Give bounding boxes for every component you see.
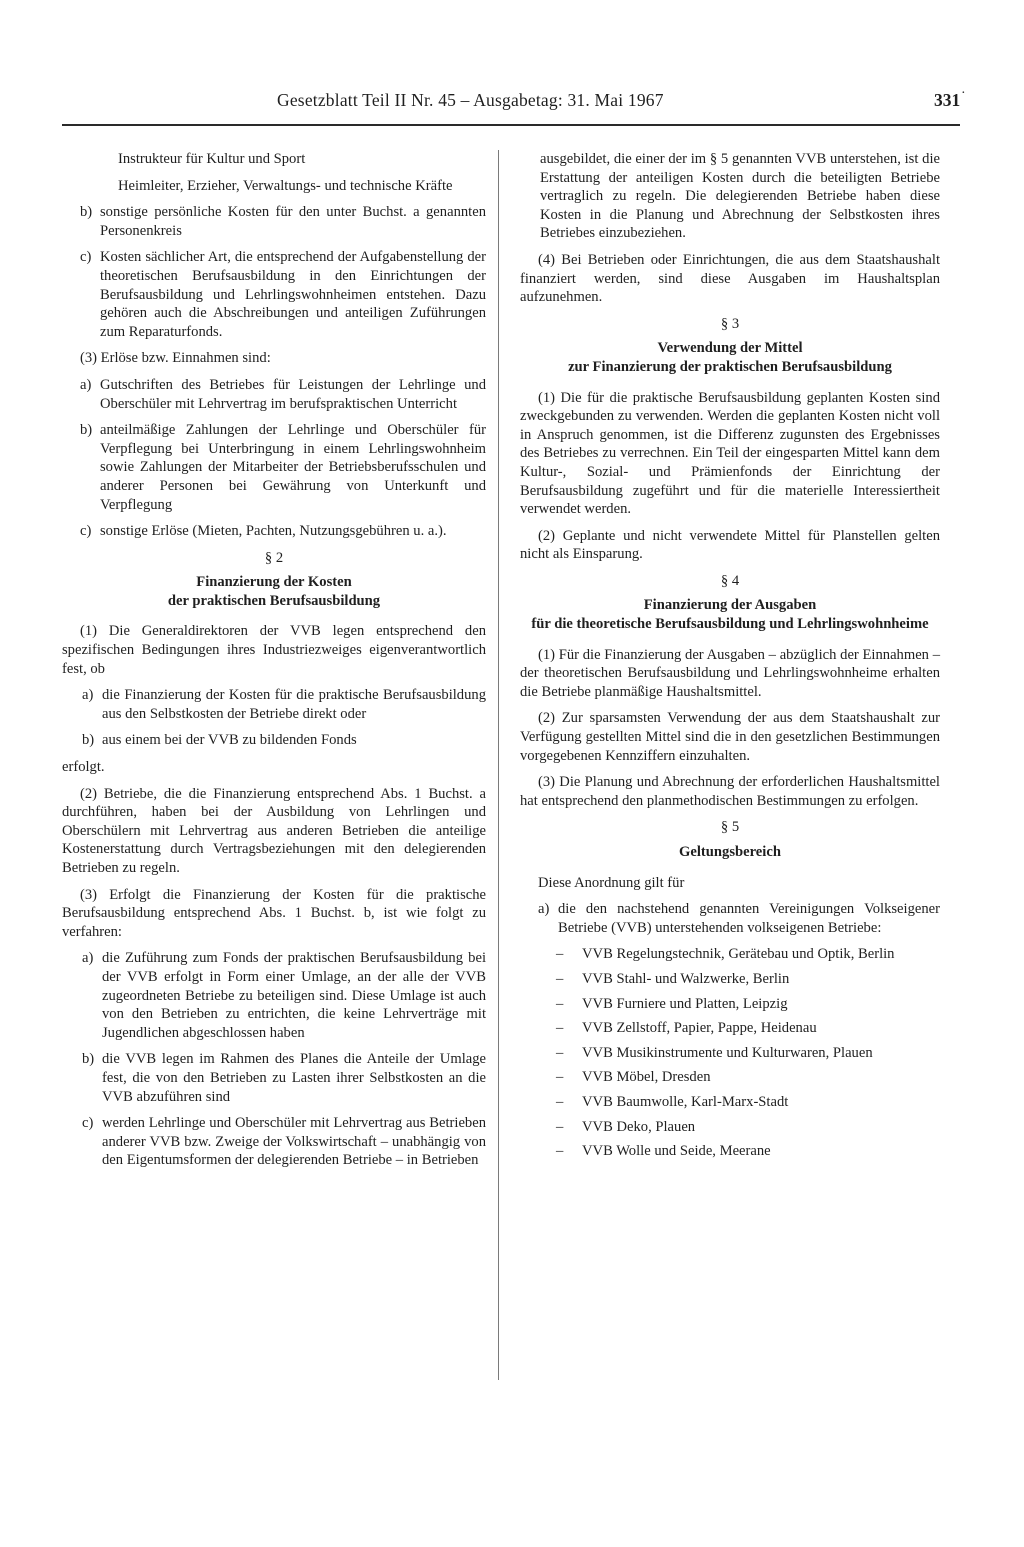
list-label: c): [80, 249, 92, 266]
column-divider: [498, 150, 499, 1380]
section-4-title: [520, 596, 940, 633]
list-item-c: [62, 248, 486, 341]
section-4-title-line1: Finanzierung der Ausgaben: [643, 597, 817, 614]
left-p2: Heimleiter, Erzieher, Verwaltungs- und technische Kräfte: [118, 177, 453, 194]
section-4-title-line2: für die theoretische Berufsausbildung und Lehrlingswohnheime: [531, 616, 929, 633]
vvb-name: VVB Baumwolle, Karl-Marx-Stadt: [582, 1093, 789, 1110]
section-2-title: [62, 573, 486, 610]
s3-p1: (1) Die für die praktische Berufsausbildung geplanten Kosten sind zweckgebunden zu verwenden. Werden die geplanten Kosten nicht voll in Anspruch genommen, ist die Differenz zugunsten des Ergebnisses des Betriebes zu verrechnen. Ein Teil der eingesparten Mittel kann dem Kultur-, Sozial- und Prämienfonds der Einrichtung der Berufsausbildung zugeführt und für die materielle Interessiertheit verwendet werden.: [520, 389, 940, 518]
section-2-title-line1: Finanzierung der Kosten: [196, 574, 352, 591]
header-title: Gesetzblatt Teil II Nr. 45 – Ausgabetag: 31. Mai 1967: [277, 90, 664, 110]
list-text: sonstige persönliche Kosten für den unter Buchst. a genannten Personenkreis: [100, 204, 486, 239]
list-text: die den nachstehend genannten Vereinigungen Volkseigener Betriebe (VVB) unterstehenden volkseigenen Betriebe:: [558, 901, 940, 936]
list-item: [520, 1044, 940, 1063]
list-text: anteilmäßige Zahlungen der Lehrlinge und Oberschüler für Verpflegung bei Unterbringung in einem Lehrlingswohnheim sowie Zahlungen der Mitarbeiter der Betriebsberufsschulen und anderer Personen bei Gewährung von Unterkunft und Verpflegung: [100, 422, 486, 513]
list-item-e-c: [62, 522, 486, 541]
section-4-number: § 4: [720, 572, 740, 589]
list-item: [520, 1068, 940, 1087]
list-item: [520, 1118, 940, 1137]
list-text: die Zuführung zum Fonds der praktischen Berufsausbildung bei der VVB erfolgt in Form einer Umlage, an der alle der VVB zugeordneten Betriebe zu beteiligen sind. Diese Umlage ist auch von den Betrieben zu entrichten, die keine Lehrverträge mit Jugendlichen abgeschlossen haben: [102, 950, 486, 1041]
list-item-e-a: [62, 376, 486, 413]
s2-3-list-item-a: [62, 949, 486, 1042]
section-3-title-line2: zur Finanzierung der praktischen Berufsausbildung: [568, 358, 892, 375]
list-label: a): [82, 950, 94, 967]
left-column: [62, 150, 486, 1178]
section-2-number: § 2: [264, 549, 284, 566]
dash-marker: –: [556, 1093, 564, 1110]
vvb-name: VVB Furniere und Platten, Leipzig: [582, 995, 788, 1012]
s2-list-item-b: [62, 731, 486, 750]
dash-marker: –: [556, 946, 564, 963]
list-label: c): [80, 523, 92, 540]
s2-3-list-item-b: [62, 1050, 486, 1106]
vvb-name: VVB Musikinstrumente und Kulturwaren, Plauen: [582, 1044, 873, 1061]
dash-marker: –: [556, 995, 564, 1012]
list-text: Gutschriften des Betriebes für Leistungen der Lehrlinge und Oberschüler mit Lehrvertrag im berufspraktischen Unterricht: [100, 376, 486, 412]
list-item: [520, 1142, 940, 1161]
vvb-name: VVB Zellstoff, Papier, Pappe, Heidenau: [582, 1020, 817, 1037]
list-item-e-b: [62, 421, 486, 514]
list-text: die Finanzierung der Kosten für die praktische Berufsausbildung aus den Selbstkosten der Betriebe direkt oder: [102, 687, 486, 722]
list-item: [520, 970, 940, 989]
page-number: 331: [934, 90, 961, 110]
s2-p2: (2) Betriebe, die die Finanzierung entsprechend Abs. 1 Buchst. a durchführen, haben bei der Ausbildung von Lehrlingen und Oberschülern mit Lehrvertrag aus anderen Betrieben die anteilige Kostenerstattung durch Vertragsbeziehungen mit den delegierenden Betrieben zu regeln.: [62, 785, 486, 876]
dash-marker: –: [556, 1118, 564, 1135]
list-label: a): [82, 687, 94, 704]
list-item: [520, 1019, 940, 1038]
header-rule: [62, 124, 960, 126]
list-label: b): [82, 1051, 95, 1068]
s2-list-item-a: [62, 686, 486, 723]
list-label: a): [538, 901, 550, 918]
right-continuation: ausgebildet, die einer der im § 5 genannten VVB unterstehen, ist die Erstattung der anteiligen Kosten durch die beteiligten Betriebe vertraglich zu regeln. Die delegierenden Betriebe haben diese Kosten in die Planung und Abrechnung der Selbstkosten ihres Betriebes einzubeziehen.: [540, 151, 940, 242]
dash-marker: –: [556, 1020, 564, 1037]
s3-p2: (2) Geplante und nicht verwendete Mittel für Planstellen gelten nicht als Einsparung.: [520, 527, 940, 563]
vvb-name: VVB Deko, Plauen: [582, 1118, 696, 1135]
list-text: Kosten sächlicher Art, die entsprechend der Aufgabenstellung der theoretischen Berufsausbildung in den Einrichtungen der Berufsausbildung und Lehrlingswohnheimen entstehen. Dazu gehören auch die Abschreibungen und anteiligen Zuführungen zum Reparaturfonds.: [100, 249, 486, 340]
list-label: a): [80, 376, 92, 393]
s2-erfolgt: erfolgt.: [62, 759, 105, 776]
section-5-number: § 5: [720, 819, 740, 836]
list-item: [520, 1093, 940, 1112]
vvb-name: VVB Möbel, Dresden: [582, 1069, 711, 1086]
page-header: [0, 84, 1024, 114]
dash-marker: –: [556, 970, 564, 987]
right-p4: (4) Bei Betrieben oder Einrichtungen, die aus dem Staatshaushalt finanziert werden, sind diese Ausgaben im Haushaltsplan aufzunehmen.: [520, 251, 940, 306]
vvb-name: VVB Stahl- und Walzwerke, Berlin: [582, 970, 790, 987]
right-column: [520, 150, 940, 1167]
list-label: b): [80, 204, 93, 221]
list-item-b: [62, 203, 486, 240]
s2-p1: (1) Die Generaldirektoren der VVB legen entsprechend den spezifischen Bedingungen ihres Industriezweiges eigenverantwortlich fest, ob: [62, 623, 486, 677]
list-label: c): [82, 1115, 94, 1132]
list-text: werden Lehrlinge und Oberschüler mit Lehrvertrag aus Betrieben anderer VVB bzw. Zweige der Volkswirtschaft – unabhängig von den Eigentumsformen der delegierenden Betriebe – in Betrieben: [102, 1115, 486, 1169]
s2-3-list-item-c: [62, 1114, 486, 1170]
s4-p1: (1) Für die Finanzierung der Ausgaben – abzüglich der Einnahmen – der theoretischen Berufsausbildung und Lehrlingswohnheime erhalten die Betriebe planmäßige Haushaltsmittel.: [520, 646, 940, 700]
dash-marker: –: [556, 1069, 564, 1086]
vvb-list: [520, 945, 940, 1160]
section-2-title-line2: der praktischen Berufsausbildung: [167, 592, 381, 609]
s4-p2: (2) Zur sparsamsten Verwendung der aus dem Staatshaushalt zur Verfügung gestellten Mittel sind die in den gesetzlichen Bestimmungen vorgegebenen Kennziffern einzuhalten.: [520, 710, 940, 764]
section-3-number: § 3: [720, 315, 740, 332]
s5-list-item-a: [520, 900, 940, 937]
s5-intro: Diese Anordnung gilt für: [538, 874, 685, 891]
s4-p3: (3) Die Planung und Abrechnung der erforderlichen Haushaltsmittel hat entsprechend den planmethodischen Bestimmungen zu erfolgen.: [520, 774, 940, 809]
vvb-name: VVB Regelungstechnik, Gerätebau und Optik, Berlin: [582, 946, 895, 963]
section-5-title: Geltungsbereich: [679, 844, 781, 860]
vvb-name: VVB Wolle und Seide, Meerane: [582, 1143, 771, 1160]
section-3-title: [520, 339, 940, 376]
left-p3: (3) Erlöse bzw. Einnahmen sind:: [80, 350, 271, 367]
dash-marker: –: [556, 1143, 564, 1160]
s2-p3: (3) Erfolgt die Finanzierung der Kosten für die praktische Berufsausbildung entsprechend Abs. 1 Buchst. b, ist wie folgt zu verfahren:: [62, 886, 486, 940]
list-label: b): [80, 422, 93, 439]
list-text: die VVB legen im Rahmen des Planes die Anteile der Umlage fest, die von den Betrieben zu Lasten ihrer Selbstkosten an die VVB abzuführen sind: [102, 1051, 486, 1105]
section-3-title-line1: Verwendung der Mittel: [657, 340, 803, 357]
dash-marker: –: [556, 1044, 564, 1061]
list-item: [520, 995, 940, 1014]
list-item: [520, 945, 940, 964]
list-label: b): [82, 732, 95, 749]
list-text: aus einem bei der VVB zu bildenden Fonds: [102, 732, 357, 749]
scan-mark: ·: [961, 86, 966, 101]
list-text: sonstige Erlöse (Mieten, Pachten, Nutzungsgebühren u. a.).: [100, 523, 447, 540]
left-p1: Instrukteur für Kultur und Sport: [118, 151, 306, 167]
